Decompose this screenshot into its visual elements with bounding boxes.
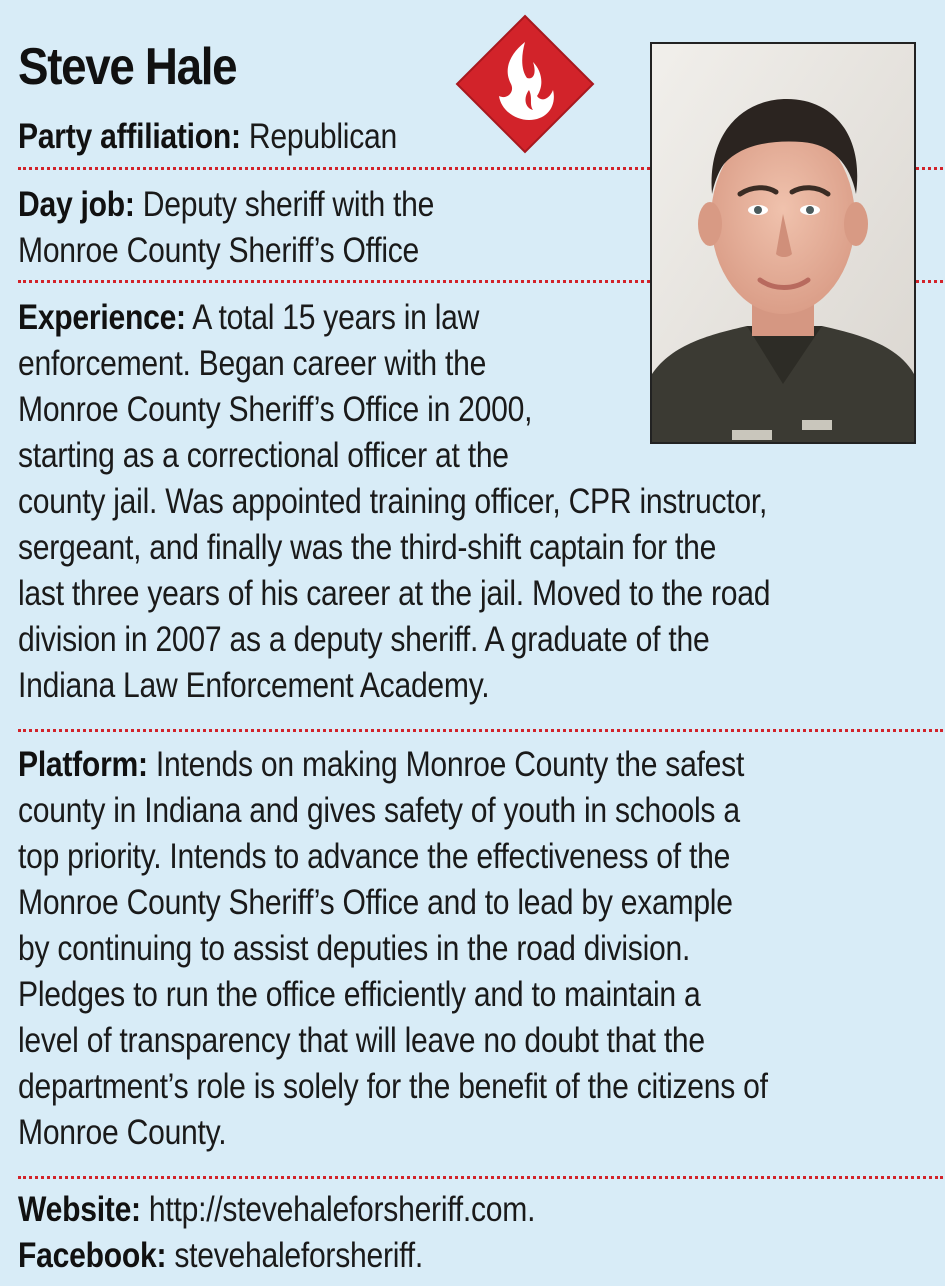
day-job	[18, 182, 434, 274]
platform-line: Monroe County Sheriff’s Office and to lead by example	[18, 883, 733, 922]
website-label: Website:	[18, 1190, 141, 1229]
experience-line: starting as a correctional officer at the	[18, 436, 509, 475]
platform-label: Platform:	[18, 745, 148, 784]
experience-line: last three years of his career at the jail. Moved to the road	[18, 574, 771, 613]
platform-line: by continuing to assist deputies in the road division.	[18, 929, 691, 968]
platform-line: department’s role is solely for the benefit of the citizens of	[18, 1067, 768, 1106]
facebook-label: Facebook:	[18, 1236, 167, 1275]
platform	[18, 742, 768, 1156]
day-job-value-line-2: Monroe County Sheriff’s Office	[18, 231, 420, 270]
experience-line: Indiana Law Enforcement Academy.	[18, 666, 490, 705]
platform-line: county in Indiana and gives safety of youth in schools a	[18, 791, 740, 830]
experience-line: Monroe County Sheriff’s Office in 2000,	[18, 390, 533, 429]
platform-line: level of transparency that will leave no doubt that the	[18, 1021, 705, 1060]
day-job-value-line-1: Deputy sheriff with the	[134, 185, 435, 224]
platform-line: top priority. Intends to advance the effectiveness of the	[18, 837, 731, 876]
divider	[18, 729, 943, 732]
experience-line: A total 15 years in law	[185, 298, 480, 337]
experience-line: enforcement. Began career with the	[18, 344, 487, 383]
divider	[18, 280, 650, 283]
platform-line: Intends on making Monroe County the safest	[147, 745, 745, 784]
divider	[18, 167, 650, 170]
experience-line: county jail. Was appointed training officer, CPR instructor,	[18, 482, 768, 521]
facebook-handle[interactable]: stevehaleforsheriff.	[166, 1236, 423, 1275]
party-affiliation-label: Party affiliation:	[18, 117, 241, 156]
platform-line: Pledges to run the office efficiently and to maintain a	[18, 975, 701, 1014]
website	[18, 1187, 535, 1233]
experience-label: Experience:	[18, 298, 186, 337]
party-affiliation	[18, 114, 397, 160]
experience-line: sergeant, and finally was the third-shift captain for the	[18, 528, 717, 567]
experience	[18, 295, 770, 709]
candidate-name: Steve Hale	[18, 38, 237, 96]
platform-line: Monroe County.	[18, 1113, 227, 1152]
newspaper-flame-logo-icon	[455, 14, 595, 154]
experience-line: division in 2007 as a deputy sheriff. A graduate of the	[18, 620, 710, 659]
divider	[916, 280, 943, 283]
website-link[interactable]: http://stevehaleforsheriff.com.	[140, 1190, 536, 1229]
divider	[916, 167, 943, 170]
day-job-label: Day job:	[18, 185, 135, 224]
facebook	[18, 1233, 423, 1279]
divider	[18, 1176, 943, 1179]
party-affiliation-value: Republican	[240, 117, 397, 156]
